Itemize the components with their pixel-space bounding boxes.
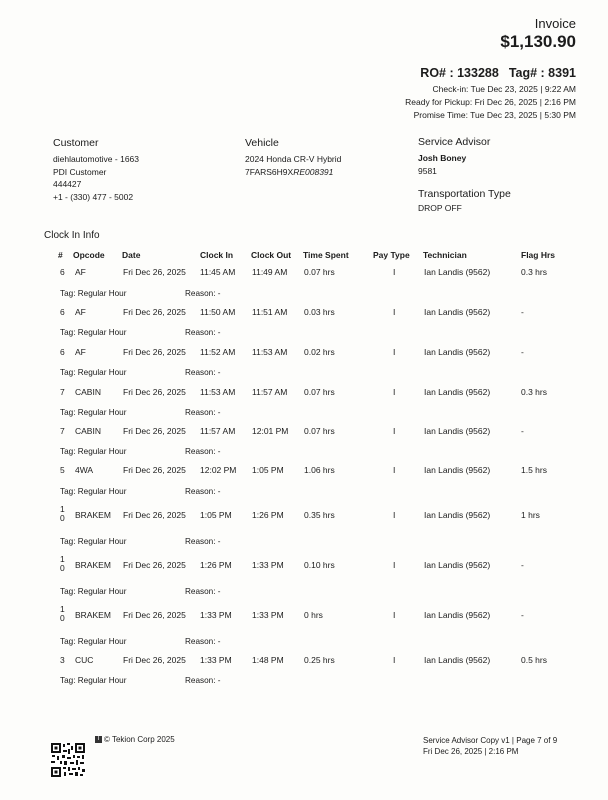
tag-label: Tag: xyxy=(60,447,78,456)
reason-label: Reason: xyxy=(185,447,218,456)
advisor-heading: Service Advisor xyxy=(418,136,491,148)
row-tag xyxy=(60,587,126,596)
cell-clock-in: 11:50 AM xyxy=(200,307,236,317)
vehicle-heading: Vehicle xyxy=(245,137,279,149)
cell-date: Fri Dec 26, 2025 xyxy=(123,655,186,665)
cell-clock-in: 11:52 AM xyxy=(200,347,236,357)
cell-time-spent: 0.35 hrs xyxy=(304,510,335,520)
customer-id: 444427 xyxy=(53,179,82,189)
cell-time-spent: 0.10 hrs xyxy=(304,560,335,570)
cell-flag-hrs: 0.3 hrs xyxy=(521,387,547,397)
footer-page-info xyxy=(423,735,557,757)
cell-clock-out: 1:33 PM xyxy=(252,560,284,570)
cell-opcode: AF xyxy=(75,267,86,277)
cell-time-spent: 0.03 hrs xyxy=(304,307,335,317)
col-header-technician: Technician xyxy=(423,250,467,260)
cell-clock-out: 11:57 AM xyxy=(252,387,288,397)
cell-opcode: AF xyxy=(75,347,86,357)
tag-value: Regular Hour xyxy=(77,587,127,596)
reason-value: - xyxy=(217,447,221,456)
invoice-title: Invoice xyxy=(534,16,576,31)
cell-clock-in: 1:33 PM xyxy=(200,610,232,620)
cell-num: 6 xyxy=(60,267,65,277)
reason-value: - xyxy=(217,289,221,298)
col-header-num: # xyxy=(58,250,63,260)
customer-section xyxy=(53,137,139,203)
promise-time: Promise Time: Tue Dec 23, 2025 | 5:30 PM xyxy=(413,110,576,120)
cell-clock-out: 1:33 PM xyxy=(252,610,284,620)
tag-label: Tag: xyxy=(60,289,78,298)
cell-clock-in: 1:33 PM xyxy=(200,655,232,665)
cell-technician: Ian Landis (9562) xyxy=(424,510,491,520)
cell-flag-hrs: - xyxy=(521,347,524,357)
customer-heading: Customer xyxy=(53,137,99,149)
reason-value: - xyxy=(217,537,221,546)
transport-heading: Transportation Type xyxy=(418,188,511,200)
tag-value: Regular Hour xyxy=(77,447,127,456)
reason-value: - xyxy=(217,676,221,685)
col-header-time-spent: Time Spent xyxy=(303,250,349,260)
reason-label: Reason: xyxy=(185,676,218,685)
cell-pay-type: I xyxy=(393,426,396,436)
cell-num: 1 0 xyxy=(60,504,65,523)
col-header-clock-in: Clock In xyxy=(200,250,234,260)
cell-time-spent: 1.06 hrs xyxy=(304,465,335,475)
customer-name: diehlautomotive - 1663 xyxy=(53,154,140,164)
tag-value: Regular Hour xyxy=(77,289,127,298)
cell-flag-hrs: 1 hrs xyxy=(521,510,540,520)
reason-label: Reason: xyxy=(185,487,218,496)
cell-num: 1 0 xyxy=(60,604,65,623)
cell-technician: Ian Landis (9562) xyxy=(424,307,491,317)
cell-clock-in: 12:02 PM xyxy=(200,465,237,475)
ro-tag-line xyxy=(405,66,576,80)
cell-flag-hrs: 0.5 hrs xyxy=(521,655,547,665)
cell-date: Fri Dec 26, 2025 xyxy=(123,267,186,277)
cell-clock-out: 1:26 PM xyxy=(252,510,284,520)
reason-label: Reason: xyxy=(185,328,218,337)
cell-opcode: BRAKEM xyxy=(75,510,111,520)
reason-value: - xyxy=(217,408,221,417)
reason-label: Reason: xyxy=(185,408,218,417)
cell-pay-type: I xyxy=(393,387,396,397)
cell-clock-in: 11:45 AM xyxy=(200,267,236,277)
tag-label: Tag: xyxy=(60,368,78,377)
advisor-section xyxy=(418,136,511,215)
vehicle-section xyxy=(245,137,341,178)
reason-label: Reason: xyxy=(185,289,218,298)
tag-value: Regular Hour xyxy=(77,487,127,496)
cell-clock-out: 11:49 AM xyxy=(252,267,288,277)
customer-type: PDI Customer xyxy=(53,166,107,177)
copyright-text: © Tekion Corp 2025 xyxy=(104,735,175,744)
cell-clock-out: 1:48 PM xyxy=(252,655,284,665)
advisor-id: 9581 xyxy=(418,165,437,176)
cell-pay-type: I xyxy=(393,510,396,520)
reason-label: Reason: xyxy=(185,537,218,546)
cell-technician: Ian Landis (9562) xyxy=(424,465,491,475)
row-tag xyxy=(60,328,126,337)
cell-flag-hrs: 0.3 hrs xyxy=(521,267,547,277)
tag-label: Tag: xyxy=(60,408,78,417)
cell-date: Fri Dec 26, 2025 xyxy=(123,426,186,436)
cell-pay-type: I xyxy=(393,560,396,570)
cell-time-spent: 0.07 hrs xyxy=(304,267,335,277)
row-tag xyxy=(60,537,126,546)
cell-pay-type: I xyxy=(393,267,396,277)
clock-in-title: Clock In Info xyxy=(44,230,100,241)
copy-info: Service Advisor Copy v1 | Page 7 of 9 xyxy=(423,736,558,745)
cell-clock-in: 11:57 AM xyxy=(200,426,236,436)
reason-value: - xyxy=(217,328,221,337)
row-reason xyxy=(185,676,221,685)
cell-pay-type: I xyxy=(393,610,396,620)
cell-date: Fri Dec 26, 2025 xyxy=(123,465,186,475)
footer-date: Fri Dec 26, 2025 | 2:16 PM xyxy=(423,747,519,756)
cell-opcode: CUC xyxy=(75,655,94,665)
cell-date: Fri Dec 26, 2025 xyxy=(123,560,186,570)
advisor-name: Josh Boney xyxy=(418,153,467,163)
cell-num: 1 0 xyxy=(60,554,65,573)
cell-technician: Ian Landis (9562) xyxy=(424,267,491,277)
cell-time-spent: 0.25 hrs xyxy=(304,655,335,665)
vin-prefix: 7FARS6H9X xyxy=(245,166,294,177)
col-header-flag-hrs: Flag Hrs xyxy=(521,250,556,260)
tag-value: Regular Hour xyxy=(77,537,127,546)
row-tag xyxy=(60,637,126,646)
cell-technician: Ian Landis (9562) xyxy=(424,610,491,620)
reason-label: Reason: xyxy=(185,587,218,596)
row-reason xyxy=(185,289,221,298)
reason-value: - xyxy=(217,368,221,377)
tag-label: Tag: xyxy=(60,487,78,496)
cell-pay-type: I xyxy=(393,347,396,357)
row-reason xyxy=(185,637,221,646)
cell-technician: Ian Landis (9562) xyxy=(424,655,491,665)
cell-pay-type: I xyxy=(393,307,396,317)
qr-code xyxy=(50,742,86,778)
cell-date: Fri Dec 26, 2025 xyxy=(123,510,186,520)
cell-technician: Ian Landis (9562) xyxy=(424,560,491,570)
transport-value: DROP OFF xyxy=(418,203,462,213)
vehicle-vin xyxy=(245,166,341,179)
invoice-total: $1,130.90 xyxy=(500,32,576,51)
vehicle-model: 2024 Honda CR-V Hybrid xyxy=(245,154,342,164)
cell-flag-hrs: - xyxy=(521,426,524,436)
cell-date: Fri Dec 26, 2025 xyxy=(123,610,186,620)
tag-value: Regular Hour xyxy=(77,328,127,337)
tag-number: Tag# : 8391 xyxy=(508,66,576,80)
cell-time-spent: 0 hrs xyxy=(304,610,323,620)
cell-clock-in: 11:53 AM xyxy=(200,387,236,397)
tag-value: Regular Hour xyxy=(77,408,127,417)
cell-technician: Ian Landis (9562) xyxy=(424,347,491,357)
tag-label: Tag: xyxy=(60,328,78,337)
cell-num: 7 xyxy=(60,387,65,397)
row-reason xyxy=(185,447,221,456)
cell-time-spent: 0.02 hrs xyxy=(304,347,335,357)
cell-date: Fri Dec 26, 2025 xyxy=(123,307,186,317)
col-header-opcode: Opcode xyxy=(73,250,105,260)
tag-value: Regular Hour xyxy=(77,676,127,685)
row-reason xyxy=(185,487,221,496)
col-header-pay-type: Pay Type xyxy=(373,250,410,260)
cell-clock-out: 12:01 PM xyxy=(252,426,289,436)
cell-time-spent: 0.07 hrs xyxy=(304,387,335,397)
row-reason xyxy=(185,408,221,417)
row-tag xyxy=(60,447,126,456)
row-reason xyxy=(185,537,221,546)
cell-clock-out: 11:51 AM xyxy=(252,307,288,317)
row-tag xyxy=(60,368,126,377)
cell-opcode: 4WA xyxy=(75,465,94,475)
tag-value: Regular Hour xyxy=(77,637,127,646)
checkin-time: Check-in: Tue Dec 23, 2025 | 9:22 AM xyxy=(432,84,576,94)
cell-num: 6 xyxy=(60,307,65,317)
cell-num: 6 xyxy=(60,347,65,357)
cell-opcode: BRAKEM xyxy=(75,610,111,620)
vin-suffix: RE008391 xyxy=(293,166,334,177)
cell-clock-in: 1:26 PM xyxy=(200,560,232,570)
row-reason xyxy=(185,328,221,337)
row-tag xyxy=(60,408,126,417)
cell-pay-type: I xyxy=(393,655,396,665)
tekion-logo-icon: T xyxy=(96,736,101,743)
cell-flag-hrs: 1.5 hrs xyxy=(521,465,547,475)
cell-num: 7 xyxy=(60,426,65,436)
ready-time: Ready for Pickup: Fri Dec 26, 2025 | 2:16 PM xyxy=(405,97,576,107)
reason-value: - xyxy=(217,487,221,496)
tag-label: Tag: xyxy=(60,637,78,646)
cell-pay-type: I xyxy=(393,465,396,475)
tag-label: Tag: xyxy=(60,537,78,546)
cell-opcode: BRAKEM xyxy=(75,560,111,570)
cell-num: 5 xyxy=(60,465,65,475)
tag-label: Tag: xyxy=(60,587,78,596)
ro-number: RO# : 133288 xyxy=(420,66,499,80)
col-header-date: Date xyxy=(122,250,141,260)
cell-time-spent: 0.07 hrs xyxy=(304,426,335,436)
reason-label: Reason: xyxy=(185,368,218,377)
row-tag xyxy=(60,676,126,685)
cell-flag-hrs: - xyxy=(521,610,524,620)
tag-value: Regular Hour xyxy=(77,368,127,377)
cell-clock-out: 1:05 PM xyxy=(252,465,284,475)
cell-date: Fri Dec 26, 2025 xyxy=(123,387,186,397)
invoice-header xyxy=(405,16,576,122)
cell-flag-hrs: - xyxy=(521,307,524,317)
customer-phone: +1 - (330) 477 - 5002 xyxy=(53,191,134,202)
cell-technician: Ian Landis (9562) xyxy=(424,426,491,436)
reason-label: Reason: xyxy=(185,637,218,646)
cell-date: Fri Dec 26, 2025 xyxy=(123,347,186,357)
cell-opcode: CABIN xyxy=(75,387,101,397)
col-header-clock-out: Clock Out xyxy=(251,250,292,260)
row-reason xyxy=(185,368,221,377)
cell-flag-hrs: - xyxy=(521,560,524,570)
reason-value: - xyxy=(217,587,221,596)
reason-value: - xyxy=(217,637,221,646)
row-tag xyxy=(60,487,126,496)
row-reason xyxy=(185,587,221,596)
tag-label: Tag: xyxy=(60,676,78,685)
cell-clock-in: 1:05 PM xyxy=(200,510,232,520)
cell-opcode: AF xyxy=(75,307,86,317)
cell-num: 3 xyxy=(60,655,65,665)
row-tag xyxy=(60,289,126,298)
footer-copyright xyxy=(95,735,175,744)
cell-technician: Ian Landis (9562) xyxy=(424,387,491,397)
cell-opcode: CABIN xyxy=(75,426,101,436)
cell-clock-out: 11:53 AM xyxy=(252,347,288,357)
